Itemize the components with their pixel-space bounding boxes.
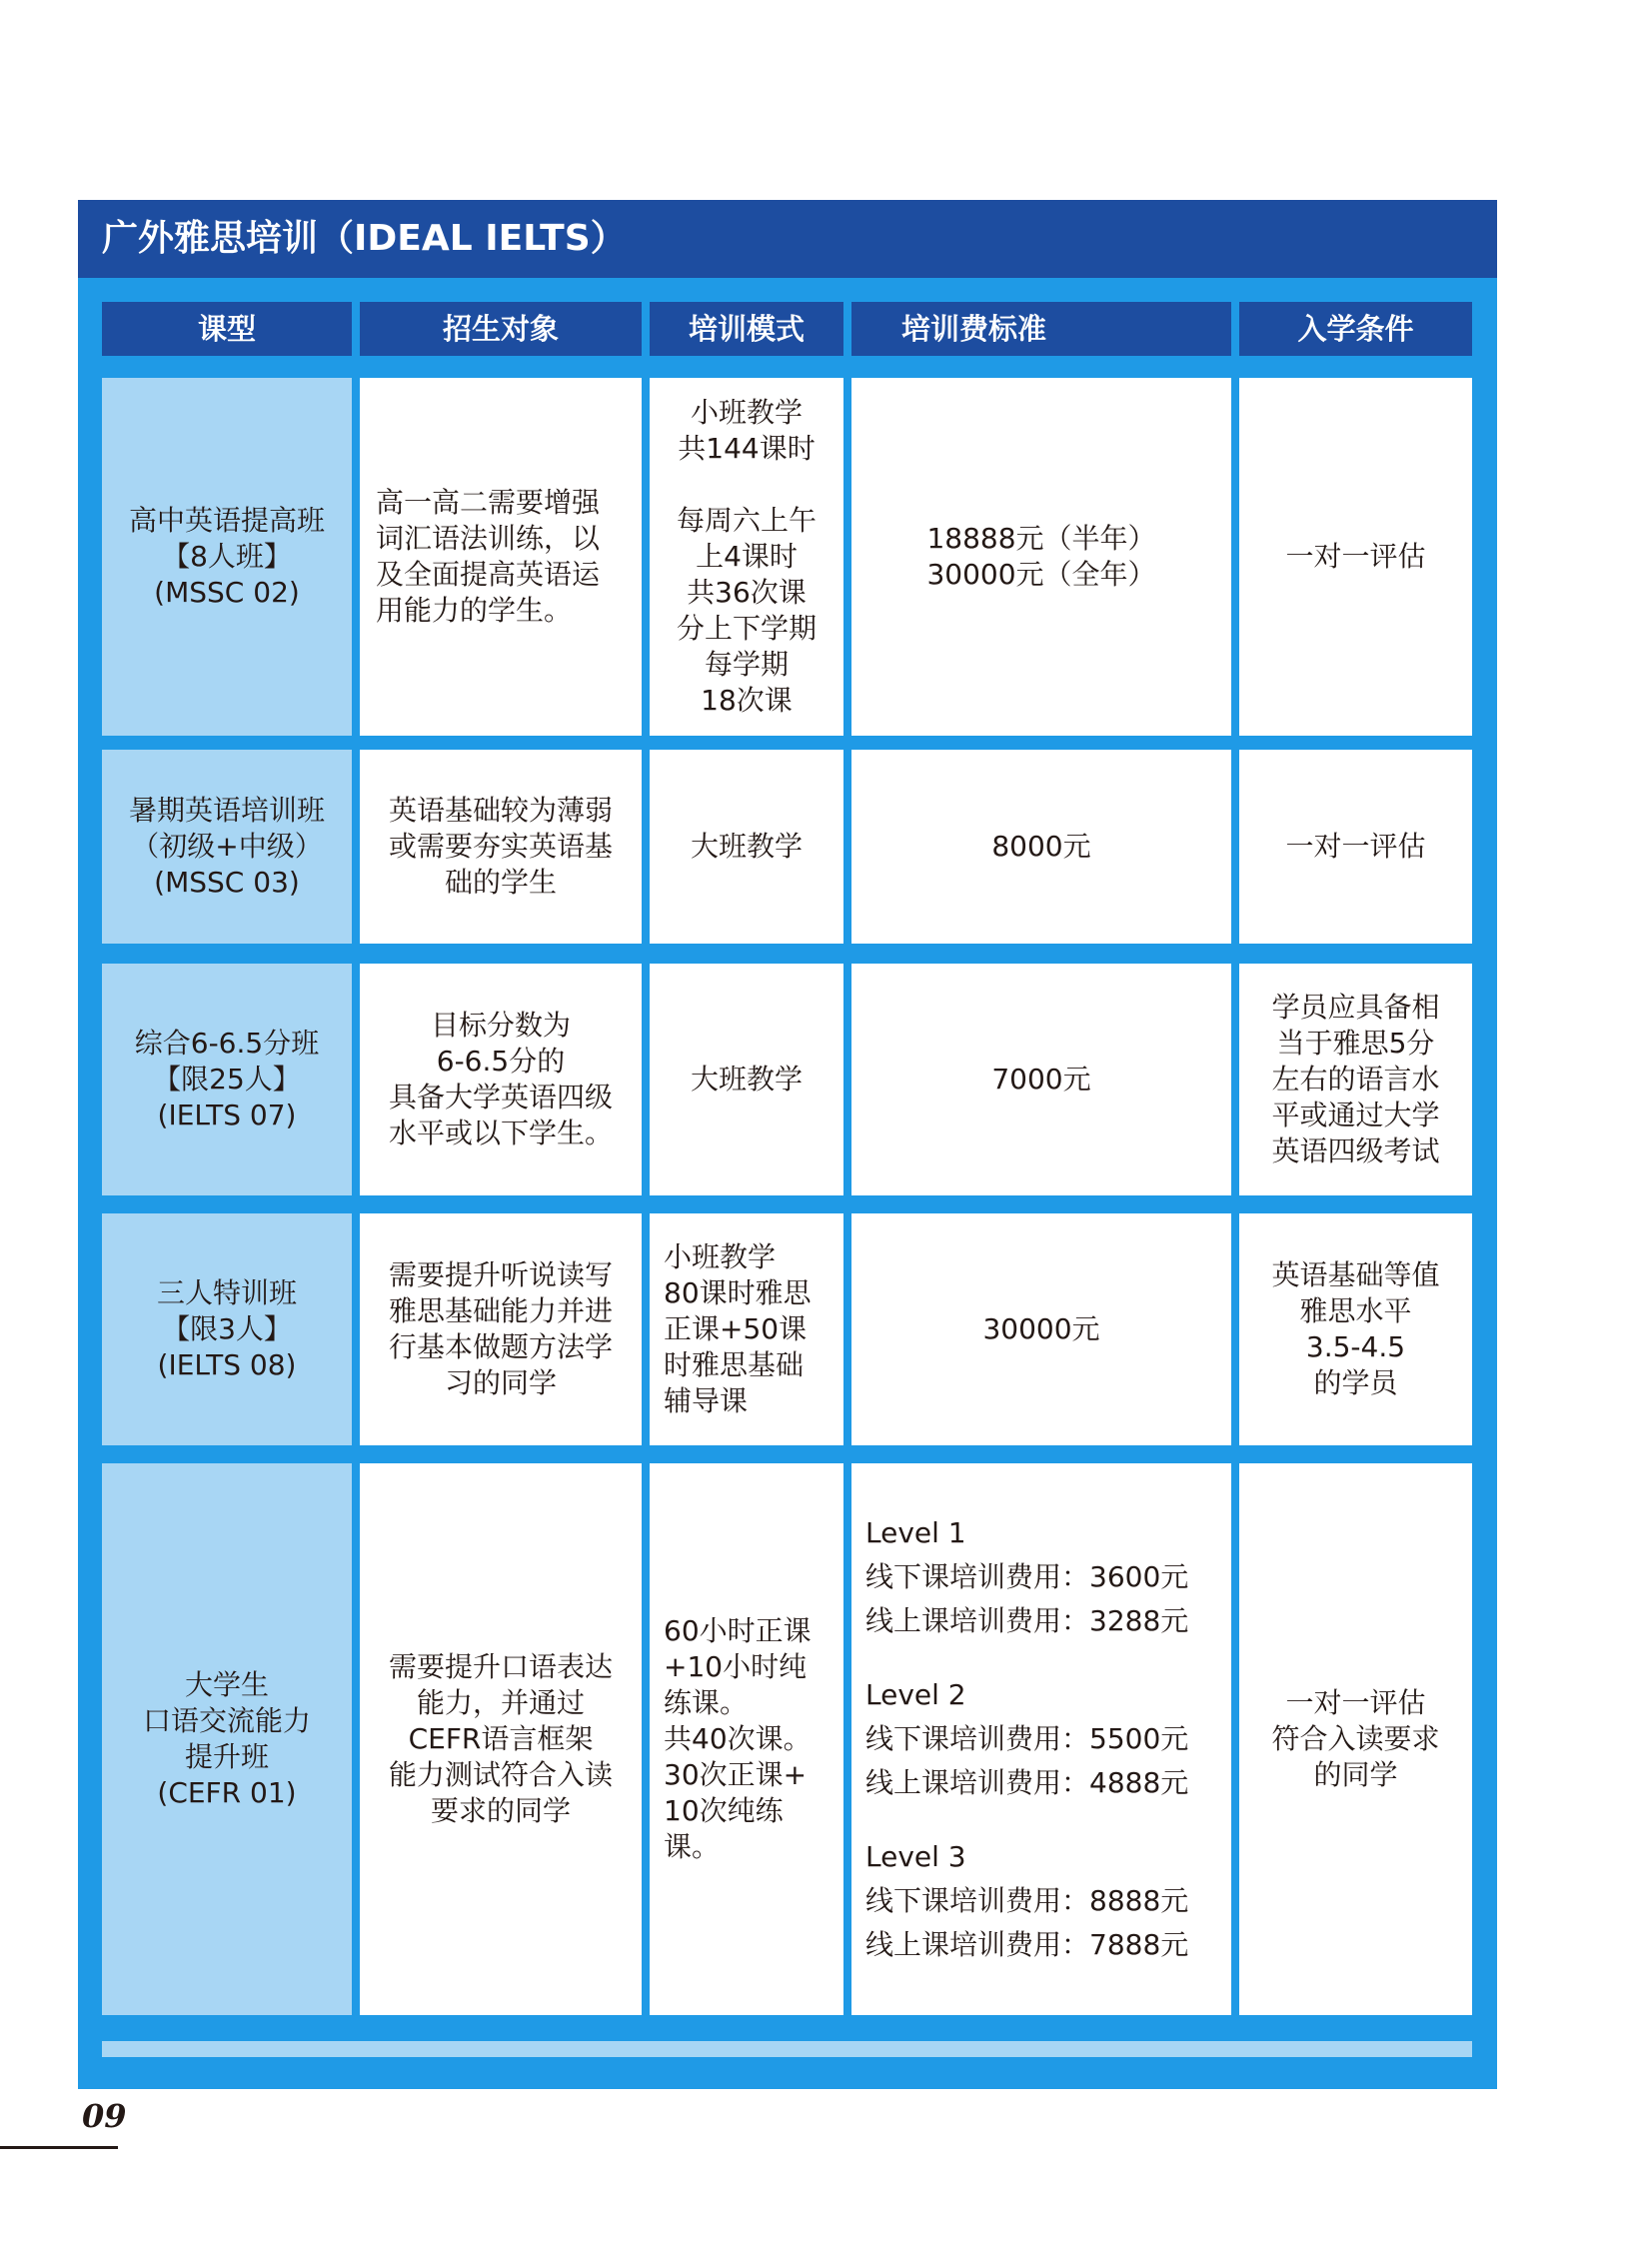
fee-offline: 线下课培训费用：8888元 xyxy=(865,1884,1189,1917)
fee-online: 线上课培训费用：7888元 xyxy=(865,1928,1189,1961)
header-course-type: 课型 xyxy=(102,302,352,356)
page-number: 09 xyxy=(82,2097,127,2135)
header-fee-standard: 培训费标准 xyxy=(851,302,1231,356)
header-training-mode: 培训模式 xyxy=(650,302,843,356)
footer-bar xyxy=(102,2041,1472,2057)
table-row-5-entry: 一对一评估 符合入读要求 的同学 xyxy=(1239,1463,1472,2015)
table-row-4-entry: 英语基础等值 雅思水平 3.5-4.5 的学员 xyxy=(1239,1213,1472,1445)
header-entry-requirement: 入学条件 xyxy=(1239,302,1472,356)
fee-online: 线上课培训费用：4888元 xyxy=(865,1766,1189,1799)
fee-level-label: Level 1 xyxy=(865,1516,966,1549)
table-row-5-target: 需要提升口语表达 能力，并通过 CEFR语言框架 能力测试符合入读 要求的同学 xyxy=(360,1463,642,2015)
table-row-2-target: 英语基础较为薄弱 或需要夯实英语基 础的学生 xyxy=(360,750,642,944)
ielts-panel xyxy=(78,200,1497,2089)
table-row-2-entry: 一对一评估 xyxy=(1239,750,1472,944)
table-row-4-fee: 30000元 xyxy=(851,1213,1231,1445)
table-row-2-mode: 大班教学 xyxy=(650,750,843,944)
table-row-4-target: 需要提升听说读写 雅思基础能力并进 行基本做题方法学 习的同学 xyxy=(360,1213,642,1445)
table-row-1-course: 高中英语提高班 【8人班】 (MSSC 02) xyxy=(102,378,352,736)
table-row-1-target: 高一高二需要增强 词汇语法训练，以 及全面提高英语运 用能力的学生。 xyxy=(360,378,642,736)
fee-level-2 xyxy=(865,1673,1188,1805)
fee-offline: 线下课培训费用：5500元 xyxy=(865,1722,1189,1755)
fee-level-1 xyxy=(865,1511,1188,1643)
table-row-5-fee xyxy=(851,1463,1231,2015)
table-row-2-fee: 8000元 xyxy=(851,750,1231,944)
table-row-2-course: 暑期英语培训班 （初级+中级） (MSSC 03) xyxy=(102,750,352,944)
table-row-3-fee: 7000元 xyxy=(851,964,1231,1195)
page-number-rule xyxy=(0,2146,118,2149)
section-title: 广外雅思培训（IDEAL IELTS） xyxy=(78,200,1497,278)
fee-online: 线上课培训费用：3288元 xyxy=(865,1604,1189,1637)
table-row-4-course: 三人特训班 【限3人】 (IELTS 08) xyxy=(102,1213,352,1445)
table-row-3-mode: 大班教学 xyxy=(650,964,843,1195)
table-row-5-course: 大学生 口语交流能力 提升班 (CEFR 01) xyxy=(102,1463,352,2015)
fee-level-3 xyxy=(865,1835,1188,1967)
table-row-3-entry: 学员应具备相 当于雅思5分 左右的语言水 平或通过大学 英语四级考试 xyxy=(1239,964,1472,1195)
table-row-1-fee: 18888元（半年） 30000元（全年） xyxy=(851,378,1231,736)
header-target-students: 招生对象 xyxy=(360,302,642,356)
fee-level-label: Level 3 xyxy=(865,1840,966,1873)
table-row-1-entry: 一对一评估 xyxy=(1239,378,1472,736)
table-row-4-mode: 小班教学 80课时雅思 正课+50课 时雅思基础 辅导课 xyxy=(650,1213,843,1445)
table-row-3-target: 目标分数为 6-6.5分的 具备大学英语四级 水平或以下学生。 xyxy=(360,964,642,1195)
table-row-3-course: 综合6-6.5分班 【限25人】 (IELTS 07) xyxy=(102,964,352,1195)
table-row-5-mode: 60小时正课 +10小时纯 练课。 共40次课。 30次正课+ 10次纯练 课。 xyxy=(650,1463,843,2015)
fee-offline: 线下课培训费用：3600元 xyxy=(865,1560,1189,1593)
fee-level-label: Level 2 xyxy=(865,1678,966,1711)
table-row-1-mode: 小班教学 共144课时 每周六上午 上4课时 共36次课 分上下学期 每学期 18次课 xyxy=(650,378,843,736)
fee-levels-list xyxy=(865,1511,1188,1967)
